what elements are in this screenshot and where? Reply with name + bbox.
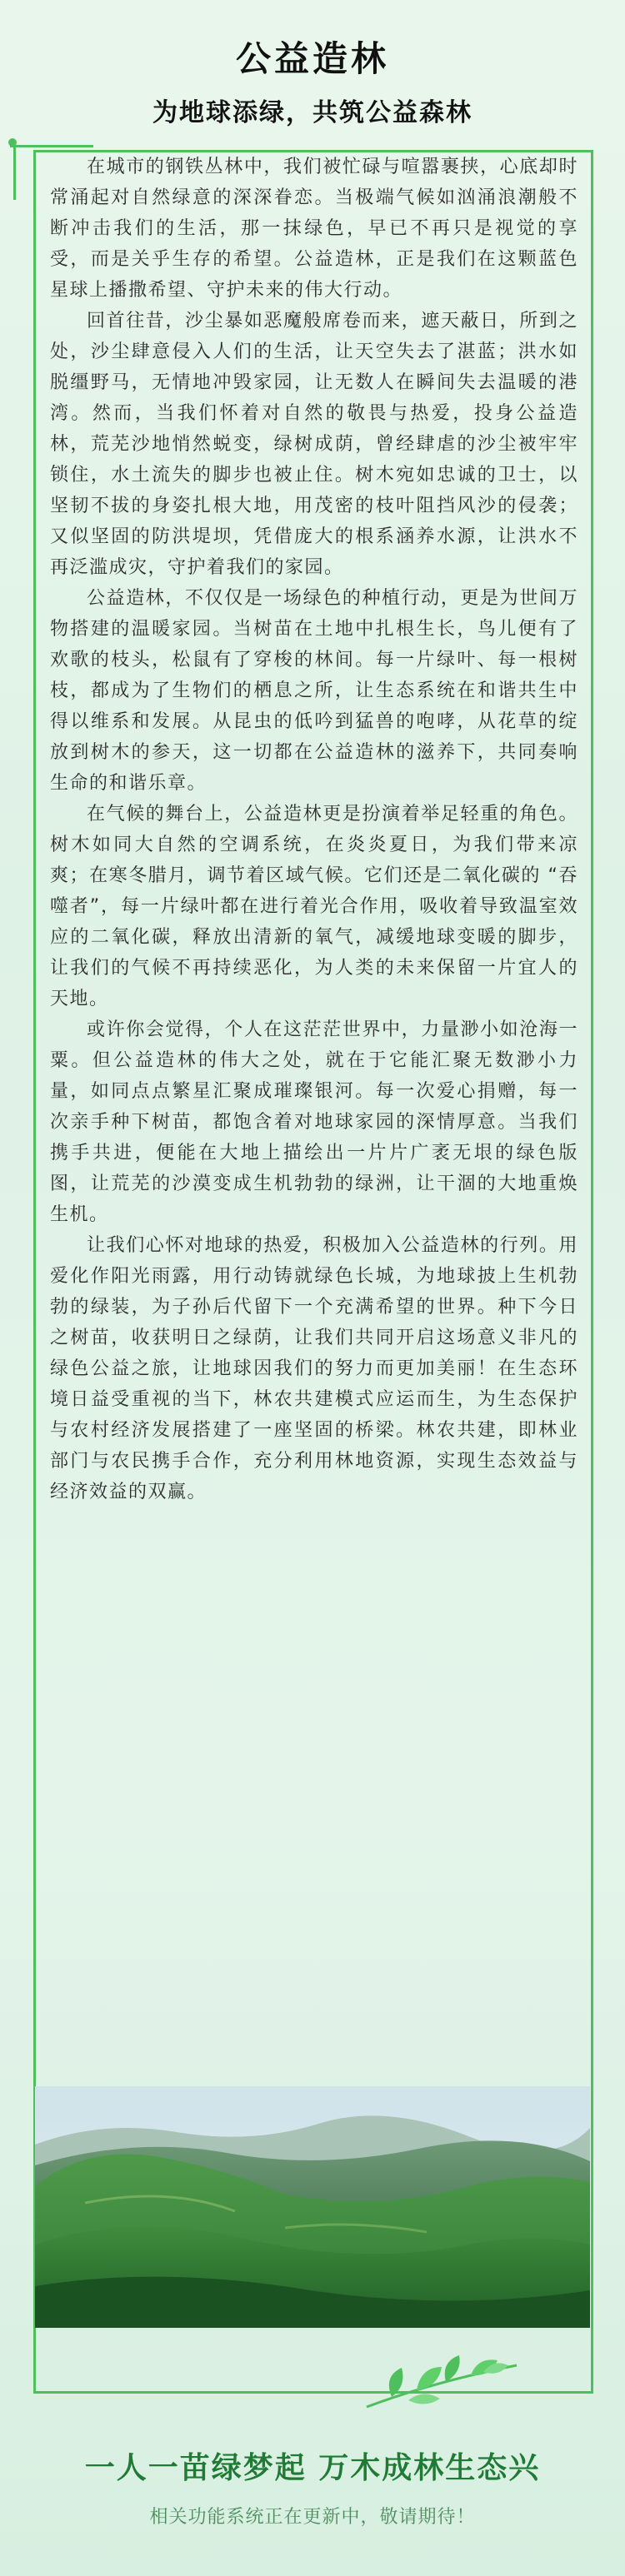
footer-slogan: 一人一苗绿梦起 万木成林生态兴 bbox=[84, 2451, 541, 2485]
page-title: 公益造林 bbox=[235, 38, 389, 79]
article-paragraph: 在城市的钢铁丛林中，我们被忙碌与喧嚣裹挟，心底却时常涌起对自然绿意的深深眷恋。当极端气候如汹涌浪潮般不断冲击我们的生活，那一抹绿色，早已不再只是视觉的享受，而是关乎生存的希望。公益造林，正是我们在这颗蓝色星球上播撒希望、守护未来的伟大行动。 bbox=[50, 157, 578, 301]
footer-notice: 相关功能系统正在更新中，敬请期待！ bbox=[149, 2507, 476, 2528]
frame-corner-dot bbox=[8, 138, 17, 147]
forest-hills-image bbox=[35, 2086, 590, 2328]
frame-corner-decoration bbox=[10, 145, 93, 147]
article-paragraph: 回首往昔，沙尘暴如恶魔般席卷而来，遮天蔽日，所到之处，沙尘肆意侵入人们的生活，让天空失去了湛蓝；洪水如脱缰野马，无情地冲毁家园，让无数人在瞬间失去温暖的港湾。然而，当我们怀着对自然的敬畏与热爱，投身公益造林，荒芜沙地悄然蜕变，绿树成荫，曾经肆虐的沙尘被牢牢锁住，水土流失的脚步也被止住。树木宛如忠诚的卫士，以坚韧不拔的身姿扎根大地，用茂密的枝叶阻挡风沙的侵袭；又似坚固的防洪堤坝，凭借庞大的根系涵养水源，让洪水不再泛滥成灾，守护着我们的家园。 bbox=[50, 311, 578, 578]
article-paragraph: 在气候的舞台上，公益造林更是扮演着举足轻重的角色。树木如同大自然的空调系统，在炎炎夏日，为我们带来凉爽；在寒冬腊月，调节着区域气候。它们还是二氧化碳的 “吞噬者”，每一片绿叶都在进行着光合作用，吸收着导致温室效应的二氧化碳，释放出清新的氧气，减缓地球变暖的脚步，让我们的气候不再持续恶化，为人类的未来保留一片宜人的天地。 bbox=[50, 804, 578, 1009]
frame-corner-decoration-vertical bbox=[13, 142, 16, 200]
article-body bbox=[50, 152, 578, 1507]
article-paragraph: 公益造林，不仅仅是一场绿色的种植行动，更是为世间万物搭建的温暖家园。当树苗在土地中扎根生长，鸟儿便有了欢歌的枝头，松鼠有了穿梭的林间。每一片绿叶、每一根树枝，都成为了生物们的栖息之所，让生态系统在和谐共生中得以维系和发展。从昆虫的低吟到猛兽的咆哮，从花草的绽放到树木的参天，这一切都在公益造林的滋养下，共同奏响生命的和谐乐章。 bbox=[50, 588, 578, 794]
leaf-branch-icon bbox=[358, 2349, 525, 2415]
article-paragraph: 或许你会觉得，个人在这茫茫世界中，力量渺小如沧海一粟。但公益造林的伟大之处，就在于它能汇聚无数渺小力量，如同点点繁星汇聚成璀璨银河。每一次爱心捐赠，每一次亲手种下树苗，都饱含着对地球家园的深情厚意。当我们携手共进，便能在大地上描绘出一片片广袤无垠的绿色版图，让荒芜的沙漠变成生机勃勃的绿洲，让干涸的大地重焕生机。 bbox=[50, 1019, 578, 1225]
page-subtitle: 为地球添绿，共筑公益森林 bbox=[152, 98, 472, 127]
article-paragraph: 让我们心怀对地球的热爱，积极加入公益造林的行列。用爱化作阳光雨露，用行动铸就绿色长城，为地球披上生机勃勃的绿装，为子孙后代留下一个充满希望的世界。种下今日之树苗，收获明日之绿荫，让我们共同开启这场意义非凡的绿色公益之旅，让地球因我们的努力而更加美丽！在生态环境日益受重视的当下，林农共建模式应运而生，为生态保护与农村经济发展搭建了一座坚固的桥梁。林农共建，即林业部门与农民携手合作，充分利用林地资源，实现生态效益与经济效益的双赢。 bbox=[50, 1235, 578, 1502]
